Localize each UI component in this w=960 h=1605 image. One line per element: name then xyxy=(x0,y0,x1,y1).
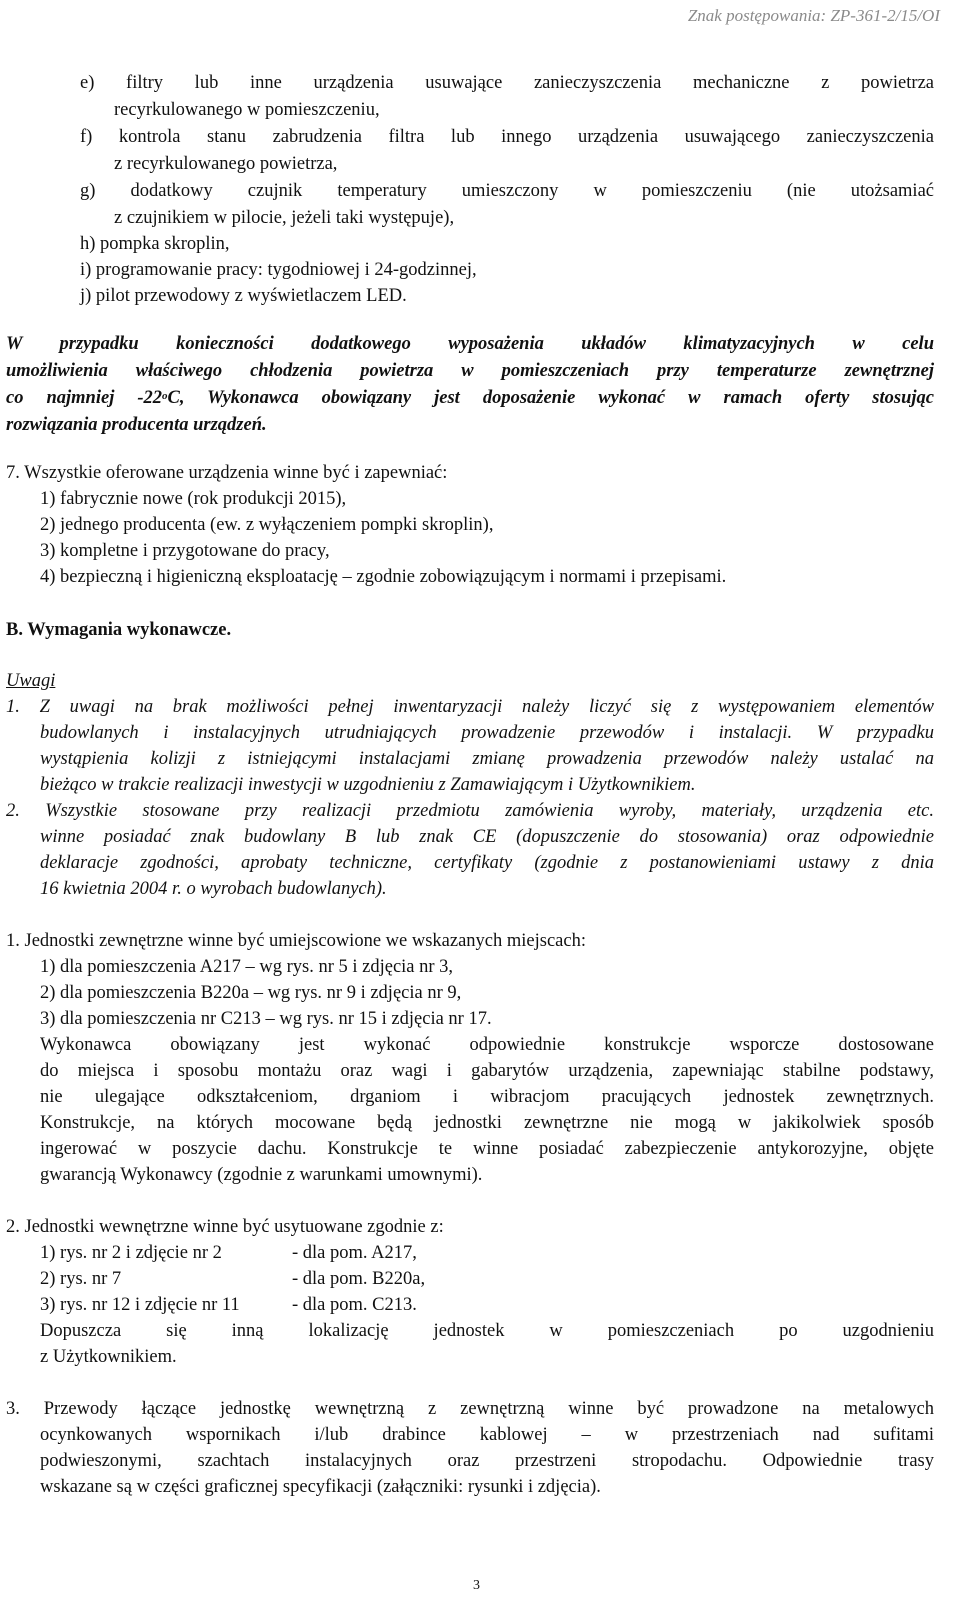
section-7-item-2: 2) jednego producenta (ew. z wyłączeniem pompki skroplin), xyxy=(40,515,494,535)
point-3-line-3: podwieszonymi, szachtach instalacyjnych oraz przestrzeni stropodachu. Odpowiednie trasy xyxy=(40,1451,934,1471)
list-item-j: j) pilot przewodowy z wyświetlaczem LED. xyxy=(80,286,407,306)
point-2-item-2-room: - dla pom. B220a, xyxy=(292,1269,426,1289)
point-1-para-line-4: Konstrukcje, na których mocowane będą jednostki zewnętrzne nie mogą w jakikolwiek sposób xyxy=(40,1113,934,1133)
degree-sign: o xyxy=(162,390,168,402)
point-1-para-line-1: Wykonawca obowiązany jest wykonać odpowiednie konstrukcje wsporcze dostosowane xyxy=(40,1035,934,1055)
list-item-i: i) programowanie pracy: tygodniowej i 24-godzinnej, xyxy=(80,260,477,280)
point-2-heading: 2. Jednostki wewnętrzne winne być usytuowane zgodnie z: xyxy=(6,1217,444,1237)
point-2-para-line-1: Dopuszcza się inną lokalizację jednostek w pomieszczeniach po uzgodnieniu xyxy=(40,1321,934,1341)
list-item-e-cont: recyrkulowanego w pomieszczeniu, xyxy=(114,100,380,120)
list-item-h: h) pompka skroplin, xyxy=(80,234,230,254)
remark-1-line-1: 1. Z uwagi na brak możliwości pełnej inwentaryzacji należy liczyć się z występowaniem elementów xyxy=(6,697,934,717)
point-2-item-3: 3) rys. nr 12 i zdjęcie nr 11 xyxy=(40,1295,240,1315)
list-item-e: e) filtry lub inne urządzenia usuwające zanieczyszczenia mechaniczne z powietrza xyxy=(80,73,934,93)
case-reference-header: Znak postępowania: ZP-361-2/15/OI xyxy=(687,6,940,25)
point-1-para-line-2: do miejsca i sposobu montażu oraz wagi i gabarytów urządzenia, zapewniając stabilne podstawy, xyxy=(40,1061,934,1081)
note-line-3 xyxy=(6,387,934,409)
note-temp: co najmniej -22 xyxy=(6,388,163,408)
point-2-item-1-room: - dla pom. A217, xyxy=(292,1243,417,1263)
point-3-line-1: 3. Przewody łączące jednostkę wewnętrzną z zewnętrzną winne być prowadzone na metalowych xyxy=(6,1399,934,1419)
point-2-para-line-2: z Użytkownikiem. xyxy=(40,1347,177,1367)
note-line-1: W przypadku konieczności dodatkowego wyposażenia układów klimatyzacyjnych w celu xyxy=(6,334,934,354)
point-1-para-line-6: gwarancją Wykonawcy (zgodnie z warunkami umownymi). xyxy=(40,1165,483,1185)
remark-2-line-1: 2. Wszystkie stosowane przy realizacji przedmiotu zamówienia wyroby, materiały, urządzenia etc. xyxy=(6,801,934,821)
point-2-item-1: 1) rys. nr 2 i zdjęcie nr 2 xyxy=(40,1243,222,1263)
remark-2-line-4: 16 kwietnia 2004 r. o wyrobach budowlanych). xyxy=(40,879,387,899)
point-2-item-3-room: - dla pom. C213. xyxy=(292,1295,417,1315)
point-1-item-1: 1) dla pomieszczenia A217 – wg rys. nr 5 i zdjęcia nr 3, xyxy=(40,957,454,977)
note-line-2: umożliwienia właściwego chłodzenia powietrza w pomieszczeniach przy temperaturze zewnętrznej xyxy=(6,361,934,381)
remark-2-line-2: winne posiadać znak budowlany B lub znak CE (dopuszczenie do stosowania) oraz odpowiednie xyxy=(40,827,934,847)
remarks-label: Uwagi xyxy=(6,671,56,691)
remark-1-line-2: budowlanych i instalacyjnych utrudniających prowadzenie przewodów i instalacji. W przypadku xyxy=(40,723,934,743)
section-7-item-3: 3) kompletne i przygotowane do pracy, xyxy=(40,541,330,561)
list-item-g-cont: z czujnikiem w pilocie, jeżeli taki występuje), xyxy=(114,208,455,228)
list-item-f-cont: z recyrkulowanego powietrza, xyxy=(114,154,338,174)
point-1-item-3: 3) dla pomieszczenia nr C213 – wg rys. nr 15 i zdjęcia nr 17. xyxy=(40,1009,492,1029)
note-line-4: rozwiązania producenta urządzeń. xyxy=(6,415,267,435)
point-1-item-2: 2) dla pomieszczenia B220a – wg rys. nr 9 i zdjęcia nr 9, xyxy=(40,983,462,1003)
point-3-line-4: wskazane są w części graficznej specyfikacji (załączniki: rysunki i zdjęcia). xyxy=(40,1477,601,1497)
section-b-heading: B. Wymagania wykonawcze. xyxy=(6,620,232,640)
note-line-3-rest: C, Wykonawca obowiązany jest doposażenie wykonać w ramach oferty stosując xyxy=(167,388,934,408)
remark-1-line-3: wystąpienia kolizji z istniejącymi instalacjami zmianę prowadzenia przewodów należy ustalać na xyxy=(40,749,934,769)
point-1-heading: 1. Jednostki zewnętrzne winne być umiejscowione we wskazanych miejscach: xyxy=(6,931,586,951)
point-2-item-2: 2) rys. nr 7 xyxy=(40,1269,122,1289)
list-item-g: g) dodatkowy czujnik temperatury umieszczony w pomieszczeniu (nie utożsamiać xyxy=(80,181,934,201)
point-1-para-line-3: nie ulegające odkształceniom, drganiom i wibracjom pracujących jednostek zewnętrznych. xyxy=(40,1087,934,1107)
point-1-para-line-5: ingerować w poszycie dachu. Konstrukcje te winne posiadać zabezpieczenie antykorozyjne, objęte xyxy=(40,1139,934,1159)
section-7-heading: 7. Wszystkie oferowane urządzenia winne być i zapewniać: xyxy=(6,463,448,483)
section-7-item-1: 1) fabrycznie nowe (rok produkcji 2015), xyxy=(40,489,347,509)
page-number: 3 xyxy=(473,1578,480,1593)
section-7-item-4: 4) bezpieczną i higieniczną eksploatację – zgodnie zobowiązującym i normami i przepisami. xyxy=(40,567,727,587)
list-item-f: f) kontrola stanu zabrudzenia filtra lub innego urządzenia usuwającego zanieczyszczenia xyxy=(80,127,934,147)
remark-1-line-4: bieżąco w trakcie realizacji inwestycji w uzgodnieniu z Zamawiającym i Użytkownikiem. xyxy=(40,775,696,795)
remark-2-line-3: deklaracje zgodności, aprobaty techniczne, certyfikaty (zgodnie z postanowieniami ustawy z dnia xyxy=(40,853,934,873)
point-3-line-2: ocynkowanych wspornikach i/lub drabince kablowej – w przestrzeniach nad sufitami xyxy=(40,1425,934,1445)
